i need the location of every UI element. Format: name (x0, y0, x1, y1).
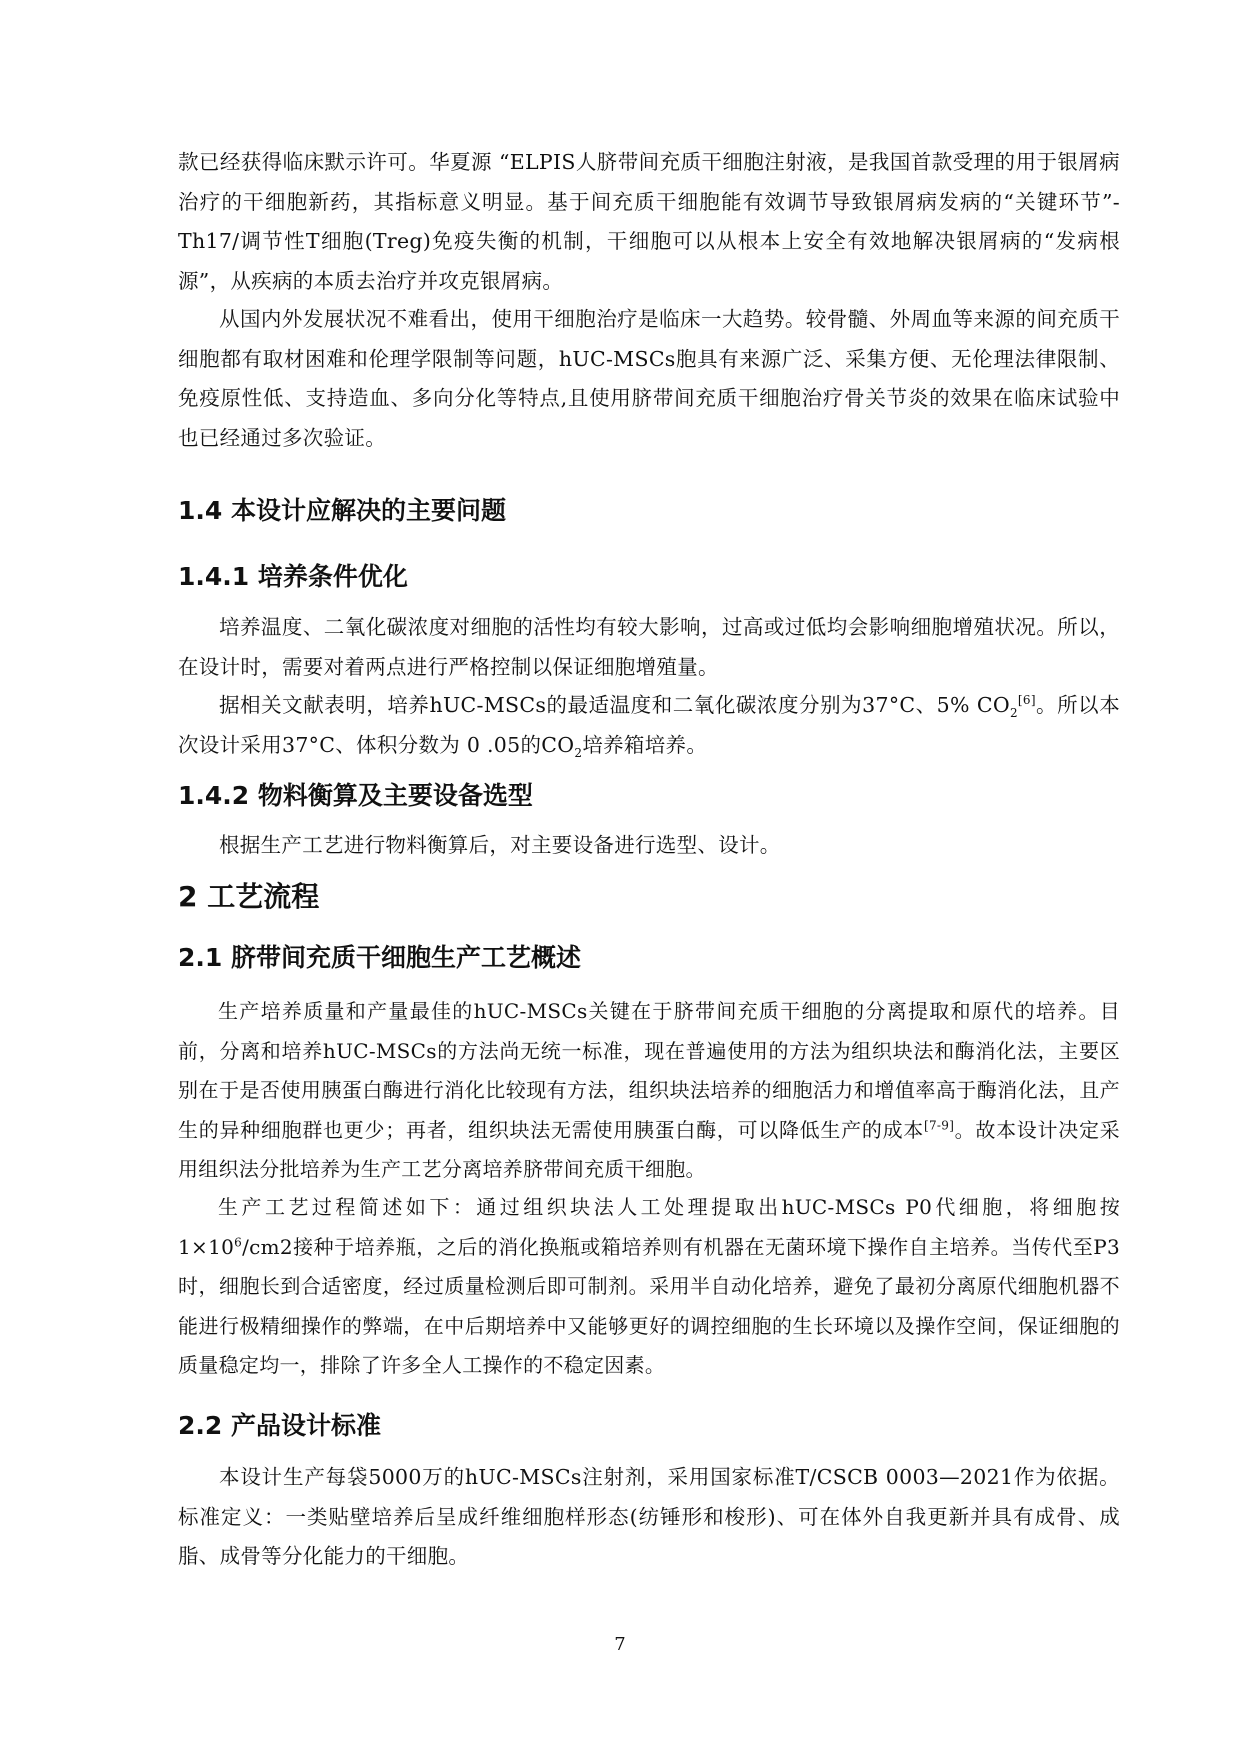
page-number: 7 (614, 1634, 626, 1655)
paragraph-material-balance: 根据生产工艺进行物料衡算后，对主要设备进行选型、设计。 (219, 833, 781, 857)
paragraph-trend: 从国内外发展状况不难看出，使用干细胞治疗是临床一大趋势。较骨髓、外周血等来源的间充质干细胞都有取材困难和伦理学限制等问题，hUC-MSCs胞具有来源广泛、采集方便、无伦理法律限制、免疫原性低、支持造血、多向分化等特点,且使用脐带间充质干细胞治疗骨关节炎的效果在临床试验中也已经通过多次验证。 (178, 307, 1120, 450)
paragraph-product-standard: 本设计生产每袋5000万的hUC-MSCs注射剂，采用国家标准T/CSCB 0003—2021作为依据。标准定义：一类贴壁培养后呈成纤维细胞样形态(纺锤形和梭形)、可在体外自我更新并具有成骨、成脂、成骨等分化能力的干细胞。 (178, 1465, 1120, 1568)
heading-1-4-2: 1.4.2 物料衡算及主要设备选型 (178, 781, 533, 810)
heading-1-4-1: 1.4.1 培养条件优化 (178, 562, 408, 591)
paragraph-culture-conditions: 培养温度、二氧化碳浓度对细胞的活性均有较大影响，过高或过低均会影响细胞增殖状况。所以，在设计时，需要对着两点进行严格控制以保证细胞增殖量。 (178, 615, 1120, 679)
paragraph-process-overview: 生产培养质量和产量最佳的hUC-MSCs关键在于脐带间充质干细胞的分离提取和原代的培养。目前，分离和培养hUC-MSCs的方法尚无统一标准，现在普遍使用的方法为组织块法和酶消化法，主要区别在于是否使用胰蛋白酶进行消化比较现有方法，组织块法培养的细胞活力和增值率高于酶消化法，且产生的异种细胞群也更少；再者，组织块法无需使用胰蛋白酶，可以降低生产的成本[7-9]。故本设计决定采用组织法分批培养为生产工艺分离培养脐带间充质干细胞。 (178, 999, 1120, 1181)
heading-1-4: 1.4 本设计应解决的主要问题 (178, 496, 506, 525)
paragraph-optimal-conditions: 据相关文献表明，培养hUC-MSCs的最适温度和二氧化碳浓度分别为37°C、5% $CO_2[6]$。所以本次设计采用37°C、体积分数为 0 .05的$CO_2$培养箱培养。 (178, 693, 1121, 760)
heading-2-1: 2.1 脐带间充质干细胞生产工艺概述 (178, 943, 581, 972)
heading-2: 2 工艺流程 (178, 880, 320, 913)
paragraph-process-summary: 生产工艺过程简述如下：通过组织块法人工处理提取出hUC-MSCs P0代细胞，将细胞按$1\times 10^6/cm2$接种于培养瓶，之后的消化换瓶或箱培养则有机器在无菌环境下操作自主培养。当传代至P3时，细胞长到合适密度，经过质量检测后即可制剂。采用半自动化培养，避免了最初分离原代细胞机器不能进行极精细操作的弊端，在中后期培养中又能够更好的调控细胞的生长环境以及操作空间，保证细胞的质量稳定均一，排除了许多全人工操作的不稳定因素。 (178, 1195, 1120, 1377)
paragraph-elpis: 款已经获得临床默示许可。华夏源 “ELPIS人脐带间充质干细胞注射液，是我国首款受理的用于银屑病治疗的干细胞新药，其指标意义明显。基于间充质干细胞能有效调节导致银屑病发病的“关键环节”-Th17/调节性T细胞(Treg)免疫失衡的机制，干细胞可以从根本上安全有效地解决银屑病的“发病根源”，从疾病的本质去治疗并攻克银屑病。 (178, 150, 1120, 293)
heading-2-2: 2.2 产品设计标准 (178, 1411, 381, 1440)
